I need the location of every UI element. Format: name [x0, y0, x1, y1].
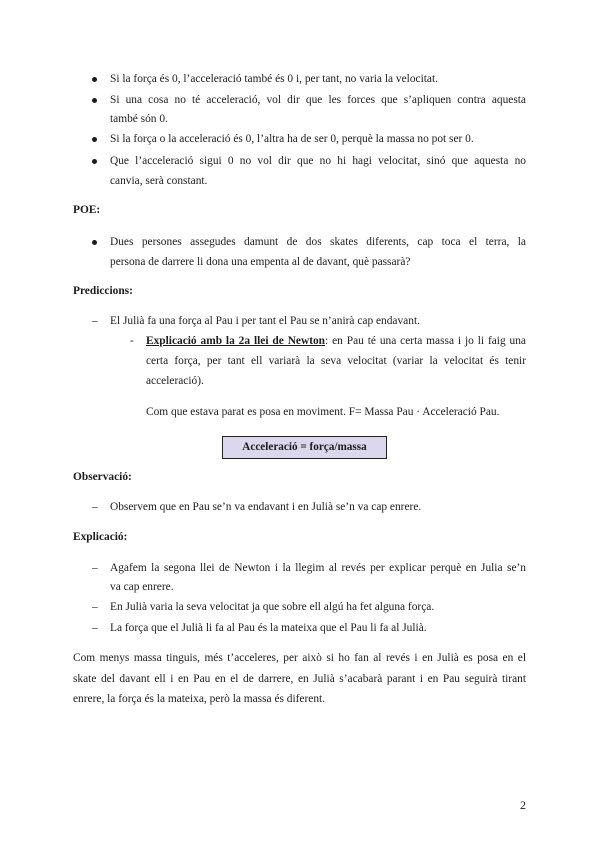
formula-box: Acceleració = força/massa — [222, 436, 387, 459]
explicacio-item: La força que el Julià li fa al Pau és la mateixa que el Pau li fa al Julià. — [110, 622, 427, 634]
explicacio-item: Agafem la segona llei de Newton i la llegim al revés per explicar perquè en Julia se’n — [110, 562, 526, 574]
dash-icon: – — [92, 315, 98, 327]
explicacio-heading: Explicació: — [73, 531, 128, 543]
bullet-icon — [92, 137, 97, 142]
bullet-text: també són 0. — [110, 113, 168, 125]
conclusion-text: Com menys massa tinguis, més t’acceleres, per això si ho fan al revés i en Julià es posa en el — [73, 652, 526, 664]
observacio-heading: Observació: — [73, 471, 132, 483]
page-number: 2 — [520, 798, 526, 812]
newton-explanation-text: certa força, per tant ell variarà la seva velocitat (variar la velocitat és tenir — [146, 355, 526, 367]
bullet-icon — [92, 77, 97, 82]
bullet-icon — [92, 159, 97, 164]
bullet-text: Si una cosa no té acceleració, vol dir que les forces que s’apliquen contra aquesta — [110, 94, 526, 106]
bullet-text: Si la força o la acceleració és 0, l’altra ha de ser 0, perquè la massa no pot ser 0. — [110, 133, 474, 145]
bullet-text: Que l’acceleració sigui 0 no vol dir que no hi hagi velocitat, sinó que aquesta no — [110, 155, 526, 167]
bullet-icon — [92, 240, 97, 245]
conclusion-text: skate del davant ell i en Pau en el de darrere, en Julià s’acabarà parant i en Pau seguirà tirant — [73, 673, 526, 685]
dash-icon: – — [92, 622, 98, 634]
newton-law-label: Explicació amb la 2a llei de Newton — [146, 335, 326, 347]
explicacio-item: En Julià varia la seva velocitat ja que sobre ell algú ha fet alguna força. — [110, 601, 435, 613]
newton-explanation-text: acceleració). — [146, 375, 204, 387]
poe-text: persona de darrere li dona una empenta al de davant, què passarà? — [110, 256, 411, 268]
bullet-text: Si la força és 0, l’acceleració també és 0 i, per tant, no varia la velocitat. — [110, 73, 438, 85]
bullet-icon — [92, 98, 97, 103]
dash-icon: – — [92, 501, 98, 513]
prediccio-item: El Julià fa una força al Pau i per tant el Pau se n’anirà cap endavant. — [110, 315, 420, 327]
poe-heading: POE: — [73, 204, 101, 216]
explicacio-item: va cap enrere. — [110, 581, 174, 593]
bullet-text: canvia, serà constant. — [110, 175, 208, 187]
newton-explanation-line — [146, 334, 526, 348]
newton-explanation-text: : en Pau té una certa massa i jo li faig una — [325, 335, 526, 347]
dash-icon: - — [130, 335, 134, 347]
conclusion-text: enrere, la força és la mateixa, però la massa és diferent. — [73, 693, 326, 705]
prediccions-heading: Prediccions: — [73, 285, 133, 297]
poe-text: Dues persones assegudes damunt de dos skates diferents, cap toca el terra, la — [110, 236, 526, 248]
dash-icon: – — [92, 601, 98, 613]
dash-icon: – — [92, 562, 98, 574]
movement-text: Com que estava parat es posa en moviment. F= Massa Pau · Acceleració Pau. — [146, 406, 500, 418]
observacio-item: Observem que en Pau se’n va endavant i en Julià se’n va cap enrere. — [110, 501, 422, 513]
